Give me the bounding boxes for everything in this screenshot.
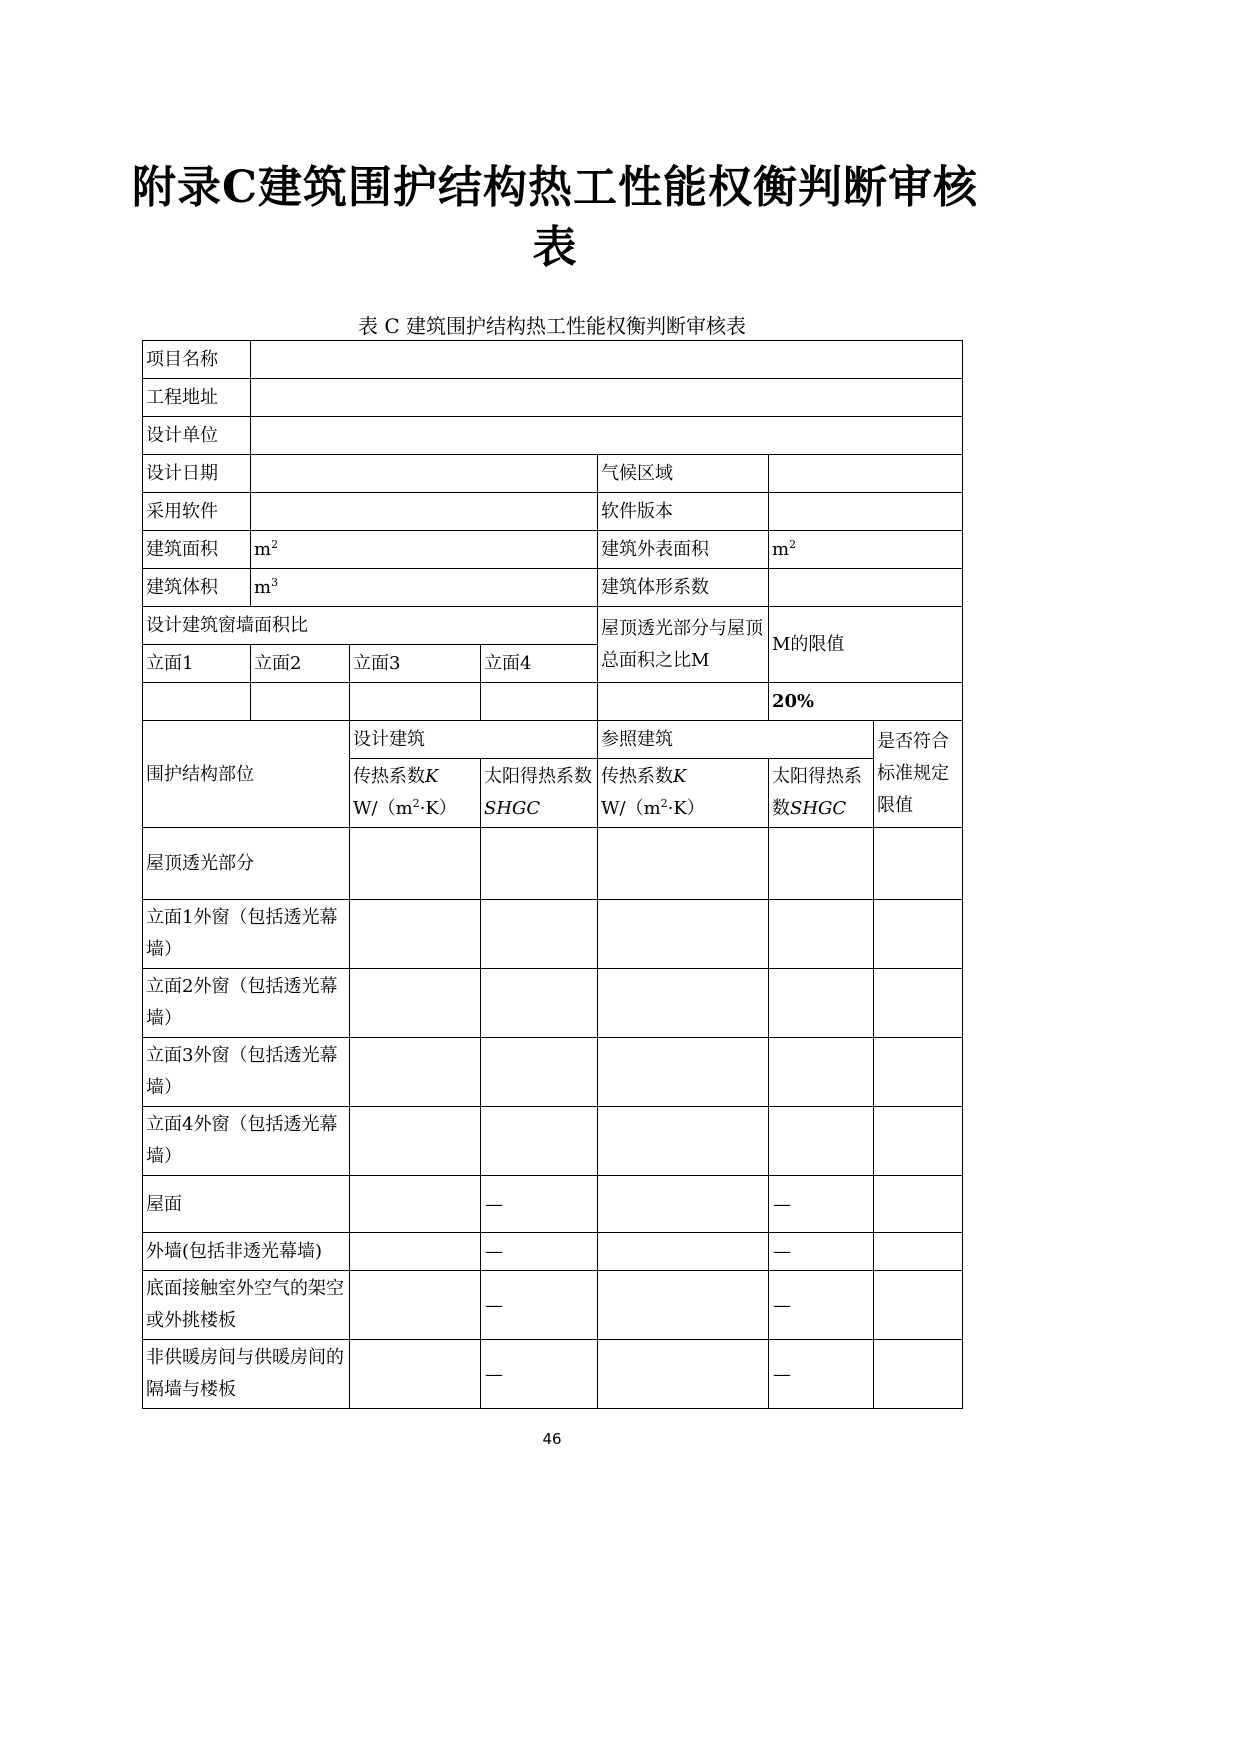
climate-zone-label: 气候区域	[598, 455, 769, 493]
table-cell[interactable]	[874, 969, 963, 1038]
software-version-label: 软件版本	[598, 493, 769, 531]
table-cell[interactable]	[874, 1038, 963, 1107]
m-limit-value: 20%	[769, 683, 963, 721]
table-cell[interactable]	[481, 969, 598, 1038]
reference-k-symbol: K	[673, 766, 687, 787]
building-area-value[interactable]	[251, 531, 598, 569]
table-cell[interactable]	[598, 1233, 769, 1271]
row-facade-1-window-label: 立面1外窗（包括透光幕墙）	[143, 900, 350, 969]
assessment-table	[142, 340, 963, 1409]
design-k-unit-prefix: W/（m	[353, 798, 413, 819]
climate-zone-value[interactable]	[769, 455, 963, 493]
m-limit-label: M的限值	[769, 607, 963, 683]
building-volume-unit-exponent: 3	[271, 576, 279, 589]
row-overhang-floor-label: 底面接触室外空气的架空或外挑楼板	[143, 1271, 350, 1340]
design-shgc-dash: —	[481, 1271, 598, 1340]
facade-1-value[interactable]	[143, 683, 251, 721]
table-cell[interactable]	[350, 1107, 481, 1176]
window-wall-ratio-label: 设计建筑窗墙面积比	[143, 607, 598, 645]
design-shgc-dash: —	[481, 1340, 598, 1409]
table-cell[interactable]	[350, 900, 481, 969]
project-address-value[interactable]	[251, 379, 963, 417]
table-cell[interactable]	[598, 828, 769, 900]
design-k-unit-suffix: ·K）	[419, 798, 457, 819]
design-k-symbol: K	[425, 766, 439, 787]
facade-4-label: 立面4	[481, 645, 598, 683]
software-label: 采用软件	[143, 493, 251, 531]
table-cell[interactable]	[481, 1107, 598, 1176]
page-number: 46	[542, 1430, 562, 1448]
facade-2-label: 立面2	[251, 645, 350, 683]
reference-shgc-dash: —	[769, 1271, 874, 1340]
table-cell[interactable]	[598, 1176, 769, 1233]
building-volume-unit: m	[254, 577, 272, 598]
building-area-unit-exponent: 2	[271, 538, 279, 551]
reference-k-header	[598, 759, 769, 828]
table-cell[interactable]	[598, 969, 769, 1038]
project-name-label: 项目名称	[143, 341, 251, 379]
building-area-unit: m	[254, 539, 272, 560]
row-facade-4-window-label: 立面4外窗（包括透光幕墙）	[143, 1107, 350, 1176]
table-cell[interactable]	[481, 828, 598, 900]
table-cell[interactable]	[350, 828, 481, 900]
page-title: 附录C建筑围护结构热工性能权衡判断审核表	[131, 162, 979, 273]
table-cell[interactable]	[874, 1340, 963, 1409]
table-cell[interactable]	[769, 1038, 874, 1107]
table-cell[interactable]	[481, 900, 598, 969]
facade-3-value[interactable]	[350, 683, 481, 721]
building-volume-value[interactable]	[251, 569, 598, 607]
row-partition-label: 非供暖房间与供暖房间的隔墙与楼板	[143, 1340, 350, 1409]
facade-3-label: 立面3	[350, 645, 481, 683]
software-value[interactable]	[251, 493, 598, 531]
table-cell[interactable]	[598, 1271, 769, 1340]
shape-factor-value[interactable]	[769, 569, 963, 607]
design-k-header	[350, 759, 481, 828]
design-k-unit-exponent: 2	[412, 797, 420, 810]
envelope-part-header: 围护结构部位	[143, 721, 350, 828]
design-building-header: 设计建筑	[350, 721, 598, 759]
compliance-header: 是否符合标准规定限值	[874, 721, 963, 828]
exterior-area-unit-exponent: 2	[789, 538, 797, 551]
reference-k-unit-exponent: 2	[660, 797, 668, 810]
table-cell[interactable]	[769, 1107, 874, 1176]
table-cell[interactable]	[598, 900, 769, 969]
exterior-area-label: 建筑外表面积	[598, 531, 769, 569]
facade-4-value[interactable]	[481, 683, 598, 721]
row-facade-2-window-label: 立面2外窗（包括透光幕墙）	[143, 969, 350, 1038]
exterior-area-value[interactable]	[769, 531, 963, 569]
design-date-value[interactable]	[251, 455, 598, 493]
design-unit-label: 设计单位	[143, 417, 251, 455]
reference-shgc-dash: —	[769, 1176, 874, 1233]
reference-k-label: 传热系数	[601, 766, 673, 787]
design-shgc-dash: —	[481, 1176, 598, 1233]
roof-ratio-value[interactable]	[598, 683, 769, 721]
building-volume-label: 建筑体积	[143, 569, 251, 607]
reference-shgc-header	[769, 759, 874, 828]
reference-shgc-symbol: SHGC	[790, 798, 847, 819]
reference-k-unit-suffix: ·K）	[667, 798, 705, 819]
row-exterior-wall-label: 外墙(包括非透光幕墙)	[143, 1233, 350, 1271]
row-roof-label: 屋面	[143, 1176, 350, 1233]
table-cell[interactable]	[350, 1038, 481, 1107]
table-cell[interactable]	[769, 969, 874, 1038]
table-cell[interactable]	[769, 828, 874, 900]
table-cell[interactable]	[598, 1038, 769, 1107]
design-shgc-header	[481, 759, 598, 828]
reference-shgc-dash: —	[769, 1233, 874, 1271]
facade-1-label: 立面1	[143, 645, 251, 683]
building-area-label: 建筑面积	[143, 531, 251, 569]
table-cell[interactable]	[350, 969, 481, 1038]
reference-shgc-dash: —	[769, 1340, 874, 1409]
table-cell[interactable]	[874, 828, 963, 900]
design-unit-value[interactable]	[251, 417, 963, 455]
table-cell[interactable]	[350, 1340, 481, 1409]
reference-building-header: 参照建筑	[598, 721, 874, 759]
project-address-label: 工程地址	[143, 379, 251, 417]
table-cell[interactable]	[874, 1107, 963, 1176]
row-roof-transparent-label: 屋顶透光部分	[143, 828, 350, 900]
table-cell[interactable]	[481, 1038, 598, 1107]
roof-ratio-label: 屋顶透光部分与屋顶总面积之比M	[598, 607, 769, 683]
design-shgc-dash: —	[481, 1233, 598, 1271]
table-cell[interactable]	[769, 900, 874, 969]
design-k-label: 传热系数	[353, 766, 425, 787]
table-cell[interactable]	[874, 1233, 963, 1271]
table-cell[interactable]	[874, 1176, 963, 1233]
facade-2-value[interactable]	[251, 683, 350, 721]
project-name-value[interactable]	[251, 341, 963, 379]
software-version-value[interactable]	[769, 493, 963, 531]
table-cell[interactable]	[350, 1233, 481, 1271]
table-cell[interactable]	[874, 900, 963, 969]
table-cell[interactable]	[598, 1107, 769, 1176]
design-date-label: 设计日期	[143, 455, 251, 493]
shape-factor-label: 建筑体形系数	[598, 569, 769, 607]
row-facade-3-window-label: 立面3外窗（包括透光幕墙）	[143, 1038, 350, 1107]
design-shgc-symbol: SHGC	[484, 798, 541, 819]
table-cell[interactable]	[350, 1176, 481, 1233]
reference-k-unit-prefix: W/（m	[601, 798, 661, 819]
table-cell[interactable]	[598, 1340, 769, 1409]
table-cell[interactable]	[874, 1271, 963, 1340]
exterior-area-unit: m	[772, 539, 790, 560]
table-cell[interactable]	[350, 1271, 481, 1340]
reference-shgc-label: 太阳得热系数	[772, 766, 862, 819]
design-shgc-label: 太阳得热系数	[484, 766, 592, 787]
table-caption: 表 C 建筑围护结构热工性能权衡判断审核表	[357, 314, 747, 338]
